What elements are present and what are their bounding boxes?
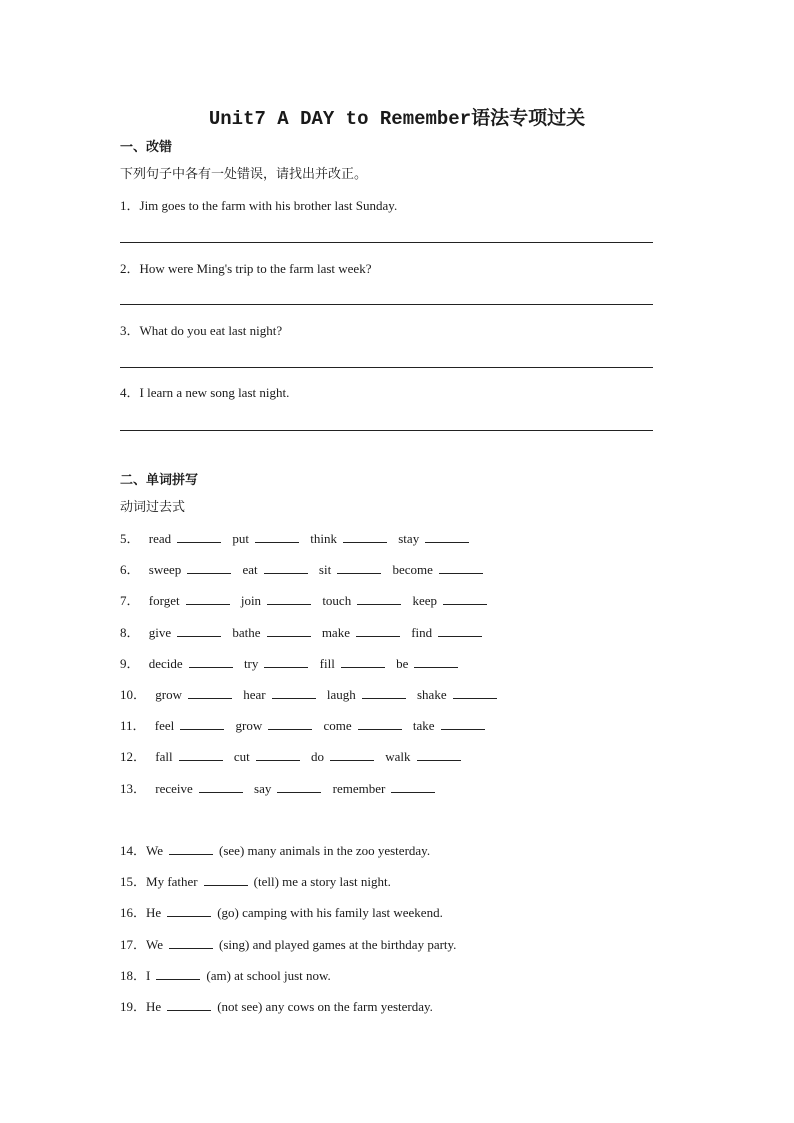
item-text: I learn a new song last night. <box>139 385 290 400</box>
verb-word: think <box>310 531 337 546</box>
correction-item-4 <box>120 384 289 402</box>
answer-blank[interactable] <box>330 748 374 761</box>
verb-row-5 <box>120 530 477 548</box>
verb-word: grow <box>155 687 182 702</box>
answer-blank[interactable] <box>264 655 308 668</box>
answer-blank[interactable] <box>169 842 213 855</box>
section1-instruction: 下列句子中各有一处错误，请找出并改正。 <box>120 167 368 182</box>
item-after: (am) at school just now. <box>206 968 331 983</box>
answer-blank[interactable] <box>453 686 497 699</box>
verb-word: bathe <box>232 625 261 640</box>
item-number: 16． <box>120 905 147 920</box>
answer-blank[interactable] <box>272 686 316 699</box>
verb-word: keep <box>412 593 437 608</box>
item-after: (sing) and played games at the birthday party. <box>219 937 457 952</box>
item-text: What do you eat last night? <box>139 323 283 338</box>
verb-word: decide <box>148 656 183 671</box>
verb-word: say <box>254 781 272 796</box>
answer-blank[interactable] <box>167 904 211 917</box>
verb-word: grow <box>235 718 263 733</box>
section1-heading: 一、改错 <box>120 140 173 155</box>
item-text: Jim goes to the farm with his brother last Sunday. <box>139 198 398 213</box>
verb-row-9 <box>120 655 466 673</box>
answer-blank[interactable] <box>439 561 483 574</box>
item-number: 17． <box>120 937 147 952</box>
verb-word: hear <box>243 687 266 702</box>
item-after: (see) many animals in the zoo yesterday. <box>219 843 431 858</box>
item-after: (tell) me a story last night. <box>253 874 391 889</box>
answer-blank[interactable] <box>337 561 381 574</box>
verb-word: remember <box>332 781 386 796</box>
item-number: 1． <box>120 198 140 213</box>
section2-heading: 二、单词拼写 <box>120 473 199 488</box>
verb-word: cut <box>233 749 250 764</box>
item-number: 10． <box>120 687 147 702</box>
verb-word: stay <box>398 531 420 546</box>
fill-item-18 <box>120 967 331 985</box>
item-number: 9． <box>120 656 140 671</box>
verb-word: be <box>396 656 409 671</box>
verb-word: walk <box>385 749 411 764</box>
item-number: 15． <box>120 874 147 889</box>
answer-blank[interactable] <box>277 780 321 793</box>
verb-word: forget <box>148 593 180 608</box>
fill-item-16 <box>120 904 443 922</box>
answer-line-3[interactable] <box>120 367 653 368</box>
verb-word: laugh <box>326 687 356 702</box>
item-number: 8． <box>120 625 140 640</box>
correction-item-2 <box>120 260 371 278</box>
answer-blank[interactable] <box>443 592 487 605</box>
item-text: How were Ming's trip to the farm last week? <box>139 261 372 276</box>
item-number: 19． <box>120 999 147 1014</box>
item-number: 13． <box>120 781 147 796</box>
item-before: He <box>146 905 162 920</box>
item-after: (go) camping with his family last weekend. <box>217 905 443 920</box>
answer-blank[interactable] <box>199 780 243 793</box>
correction-item-1 <box>120 197 397 215</box>
verb-word: sweep <box>148 562 182 577</box>
correction-item-3 <box>120 322 282 340</box>
verb-row-11 <box>120 717 493 735</box>
answer-blank[interactable] <box>268 717 312 730</box>
answer-blank[interactable] <box>177 530 221 543</box>
answer-blank[interactable] <box>167 998 211 1011</box>
answer-blank[interactable] <box>391 780 435 793</box>
answer-blank[interactable] <box>156 967 200 980</box>
item-before: We <box>146 937 164 952</box>
item-number: 7． <box>120 593 140 608</box>
verb-word: receive <box>155 781 193 796</box>
answer-blank[interactable] <box>256 748 300 761</box>
verb-word: shake <box>417 687 447 702</box>
fill-item-14 <box>120 842 430 860</box>
verb-row-10 <box>120 686 505 704</box>
answer-blank[interactable] <box>188 686 232 699</box>
item-number: 5． <box>120 531 140 546</box>
fill-item-17 <box>120 936 456 954</box>
verb-word: find <box>411 625 433 640</box>
verb-word: do <box>310 749 324 764</box>
answer-blank[interactable] <box>186 592 230 605</box>
answer-line-2[interactable] <box>120 304 653 305</box>
verb-word: feel <box>154 718 175 733</box>
answer-blank[interactable] <box>204 873 248 886</box>
answer-blank[interactable] <box>189 655 233 668</box>
verb-word: try <box>243 656 259 671</box>
item-number: 18． <box>120 968 147 983</box>
item-before: We <box>146 843 164 858</box>
item-number: 3． <box>120 323 140 338</box>
answer-blank[interactable] <box>362 686 406 699</box>
item-number: 14． <box>120 843 147 858</box>
verb-word: fall <box>155 749 173 764</box>
title-english: Unit7 A DAY to Remember <box>208 108 472 130</box>
verb-word: touch <box>322 593 352 608</box>
answer-blank[interactable] <box>425 530 469 543</box>
answer-blank[interactable] <box>343 530 387 543</box>
answer-blank[interactable] <box>414 655 458 668</box>
verb-word: become <box>392 562 433 577</box>
answer-blank[interactable] <box>267 624 311 637</box>
verb-word: read <box>148 531 172 546</box>
item-number: 6． <box>120 562 140 577</box>
answer-line-1[interactable] <box>120 242 653 243</box>
answer-blank[interactable] <box>356 624 400 637</box>
answer-blank[interactable] <box>341 655 385 668</box>
answer-blank[interactable] <box>417 748 461 761</box>
verb-word: come <box>323 718 352 733</box>
item-number: 2． <box>120 261 140 276</box>
answer-blank[interactable] <box>267 592 311 605</box>
item-number: 4． <box>120 385 140 400</box>
answer-blank[interactable] <box>169 936 213 949</box>
item-before: I <box>146 968 151 983</box>
item-before: He <box>146 999 162 1014</box>
verb-row-12 <box>120 748 469 766</box>
verb-word: give <box>148 625 172 640</box>
verb-word: sit <box>318 562 332 577</box>
section2-subheading: 动词过去式 <box>120 500 186 515</box>
answer-blank[interactable] <box>177 624 221 637</box>
fill-item-15 <box>120 873 391 891</box>
page-title <box>0 104 794 133</box>
verb-word: take <box>412 718 435 733</box>
item-after: (not see) any cows on the farm yesterday. <box>217 999 433 1014</box>
verb-word: fill <box>319 656 335 671</box>
answer-blank[interactable] <box>180 717 224 730</box>
answer-line-4[interactable] <box>120 430 653 431</box>
answer-blank[interactable] <box>358 717 402 730</box>
answer-blank[interactable] <box>179 748 223 761</box>
verb-row-6 <box>120 561 491 579</box>
verb-row-13 <box>120 780 443 798</box>
item-number: 11． <box>120 718 146 733</box>
answer-blank[interactable] <box>264 561 308 574</box>
verb-row-8 <box>120 624 490 642</box>
fill-item-19 <box>120 998 433 1016</box>
verb-word: join <box>240 593 262 608</box>
answer-blank[interactable] <box>255 530 299 543</box>
item-number: 12． <box>120 749 147 764</box>
verb-row-7 <box>120 592 495 610</box>
answer-blank[interactable] <box>438 624 482 637</box>
verb-word: make <box>321 625 350 640</box>
answer-blank[interactable] <box>441 717 485 730</box>
title-chinese: 语法专项过关 <box>471 107 586 129</box>
verb-word: eat <box>242 562 258 577</box>
verb-word: put <box>232 531 250 546</box>
item-before: My father <box>146 874 198 889</box>
answer-blank[interactable] <box>357 592 401 605</box>
answer-blank[interactable] <box>187 561 231 574</box>
